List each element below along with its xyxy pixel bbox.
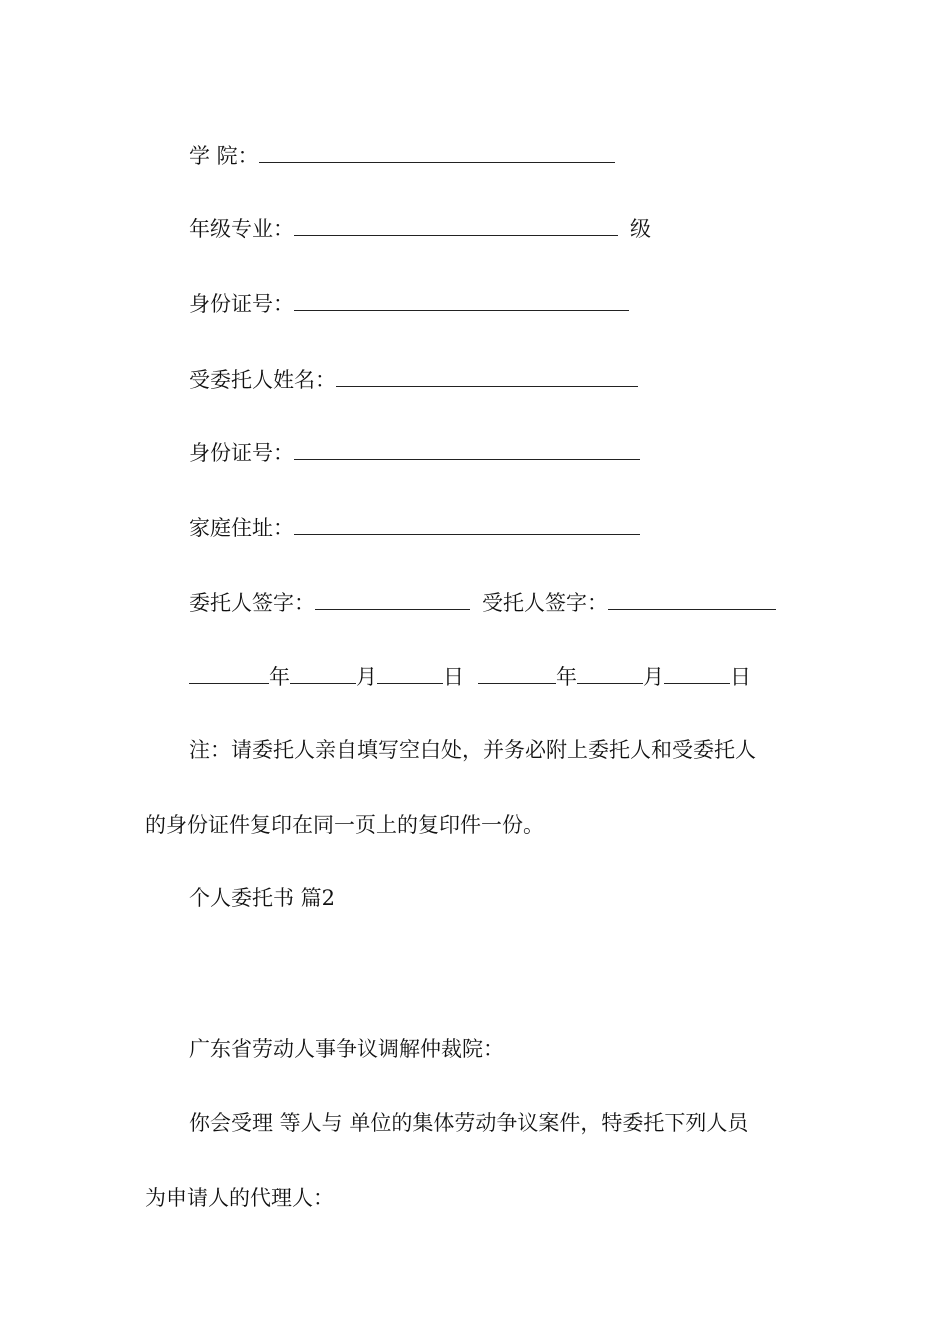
note-line-1: 注：请委托人亲自填写空白处，并务必附上委托人和受委托人 [189, 738, 756, 762]
agent-day-label: 日 [730, 665, 751, 689]
date-row [189, 661, 751, 689]
section-heading: 个人委托书 篇2 [189, 886, 336, 910]
addressee-line: 广东省劳动人事争议调解仲裁院： [189, 1037, 504, 1061]
principal-signature-label: 委托人签字： [189, 591, 315, 615]
id-number-row-1 [189, 288, 629, 316]
agent-name-field[interactable] [336, 364, 638, 387]
id-number-label-1: 身份证号： [189, 292, 294, 316]
id-number-label-2: 身份证号： [189, 441, 294, 465]
principal-year-field[interactable] [189, 661, 269, 684]
agent-month-field[interactable] [577, 661, 643, 684]
home-address-row [189, 512, 640, 540]
college-label: 学 院： [189, 144, 259, 168]
agent-day-field[interactable] [664, 661, 730, 684]
grade-major-label: 年级专业： [189, 217, 294, 241]
agent-name-label: 受委托人姓名： [189, 368, 336, 392]
id-number-row-2 [189, 437, 640, 465]
principal-month-label: 月 [356, 665, 377, 689]
principal-month-field[interactable] [290, 661, 356, 684]
principal-year-label: 年 [269, 665, 290, 689]
home-address-label: 家庭住址： [189, 516, 294, 540]
home-address-field[interactable] [294, 512, 640, 535]
agent-name-row [189, 364, 638, 392]
signature-row [189, 587, 776, 615]
body-line-1: 你会受理 等人与 单位的集体劳动争议案件，特委托下列人员 [189, 1111, 749, 1135]
id-number-field-2[interactable] [294, 437, 640, 460]
agent-month-label: 月 [643, 665, 664, 689]
agent-year-label: 年 [556, 665, 577, 689]
grade-major-row [189, 213, 651, 241]
id-number-field-1[interactable] [294, 288, 629, 311]
agent-signature-field[interactable] [608, 587, 776, 610]
college-field[interactable] [259, 140, 615, 163]
agent-signature-label: 受托人签字： [482, 591, 608, 615]
agent-year-field[interactable] [478, 661, 556, 684]
body-line-2: 为申请人的代理人： [145, 1186, 334, 1210]
note-line-2: 的身份证件复印在同一页上的复印件一份。 [145, 813, 544, 837]
principal-day-label: 日 [443, 665, 464, 689]
principal-day-field[interactable] [377, 661, 443, 684]
grade-major-field[interactable] [294, 213, 618, 236]
grade-suffix: 级 [630, 217, 651, 241]
college-row [189, 140, 615, 168]
principal-signature-field[interactable] [315, 587, 470, 610]
